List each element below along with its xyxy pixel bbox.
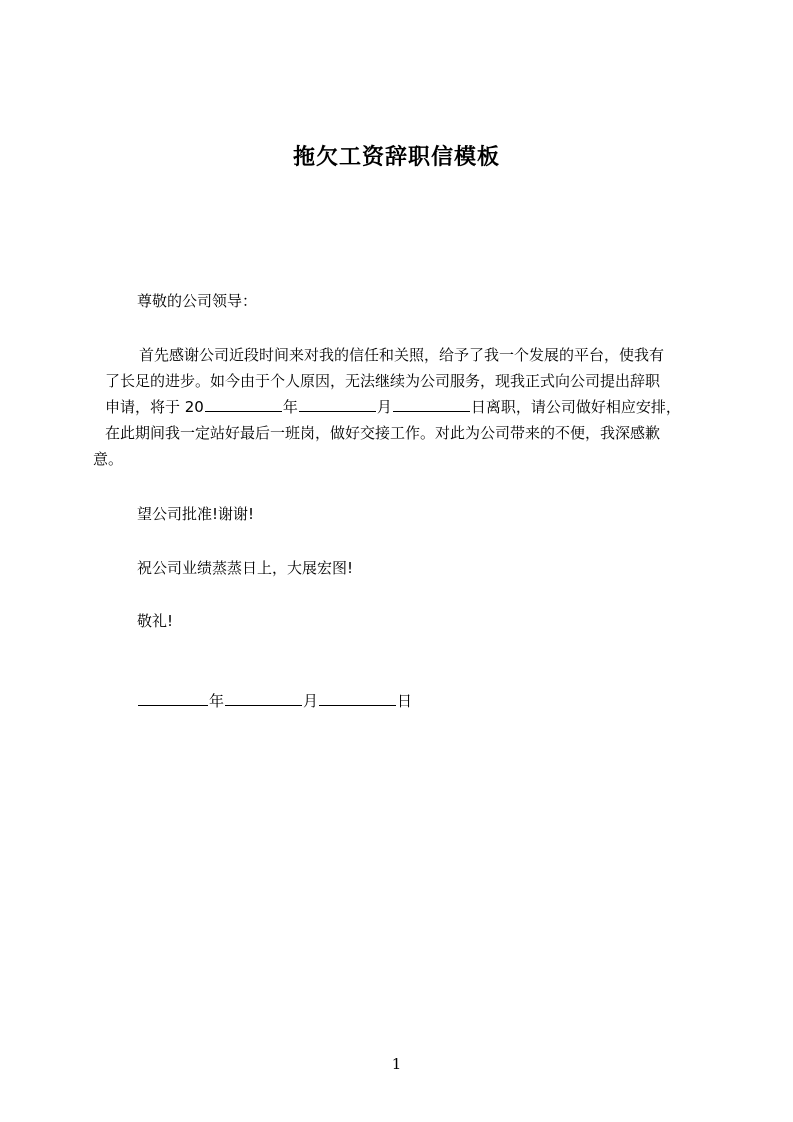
document-title: 拖欠工资辞职信模板 — [292, 145, 500, 170]
date-day-blank[interactable] — [319, 690, 396, 706]
leave-date-suffix: 日离职，请公司做好相应安排， — [470, 398, 681, 416]
leave-date-prefix: 申请，将于 20 — [105, 398, 204, 416]
page-number: 1 — [391, 1055, 402, 1073]
date-year-blank[interactable] — [138, 690, 208, 706]
wishes-line: 祝公司业绩蒸蒸日上，大展宏图! — [137, 559, 354, 577]
salutation: 尊敬的公司领导： — [137, 292, 258, 310]
leave-year-blank[interactable] — [205, 396, 282, 412]
leave-month-label: 月 — [376, 398, 392, 416]
date-month-label: 月 — [303, 692, 319, 710]
leave-year-label: 年 — [282, 398, 298, 416]
body-line-1: 首先感谢公司近段时间来对我的信任和关照，给予了我一个发展的平台，使我有 — [139, 346, 665, 364]
body-line-3 — [105, 394, 702, 420]
date-year-label: 年 — [209, 692, 225, 710]
date-day-label: 日 — [397, 692, 413, 710]
regards-line: 敬礼! — [137, 612, 174, 630]
leave-day-blank[interactable] — [393, 396, 470, 412]
body-paragraph — [93, 342, 702, 472]
signature-date — [137, 690, 412, 711]
approval-request: 望公司批准!谢谢! — [137, 505, 255, 523]
body-line-4: 在此期间我一定站好最后一班岗，做好交接工作。对此为公司带来的不便，我深感歉 — [105, 424, 661, 442]
leave-month-blank[interactable] — [299, 396, 376, 412]
body-line-5: 意。 — [93, 450, 124, 468]
date-month-blank[interactable] — [225, 690, 302, 706]
body-line-2: 了长足的进步。如今由于个人原因，无法继续为公司服务，现我正式向公司提出辞职 — [105, 372, 661, 390]
